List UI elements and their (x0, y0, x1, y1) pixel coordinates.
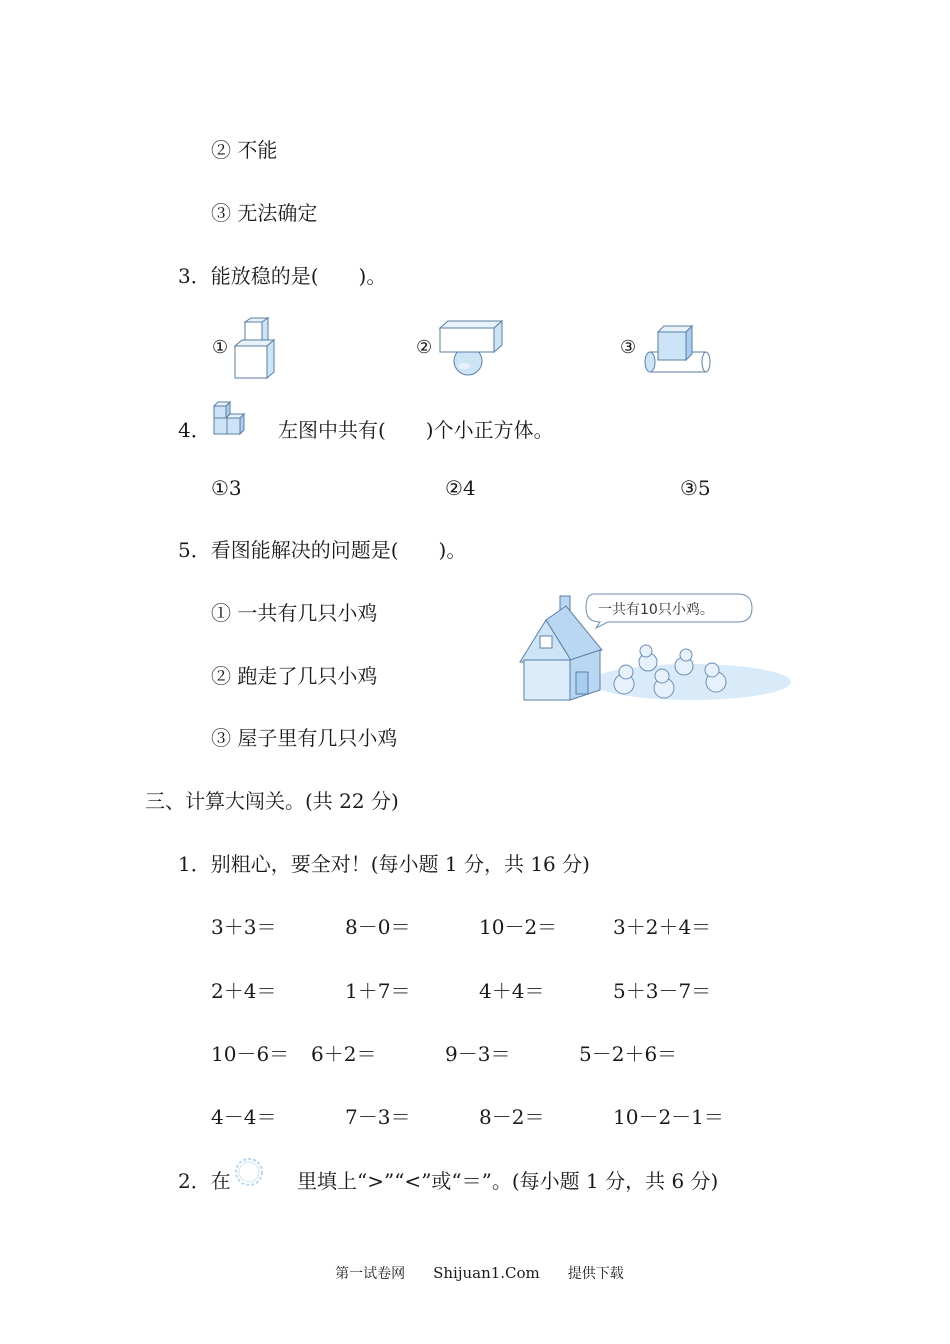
q2-option-2: ② 不能 (211, 138, 278, 162)
q2-option-3: ③ 无法确定 (211, 201, 318, 225)
stacked-cuboids-figure (230, 316, 278, 382)
calc-r2c1: 2＋4＝ (211, 979, 277, 1003)
q5-option-2: ② 跑走了几只小鸡 (211, 664, 378, 688)
small-cubes-figure (212, 400, 248, 438)
cube-on-cylinder-figure (640, 322, 712, 378)
answer-circle-icon (232, 1155, 266, 1189)
calc-r1c3: 10－2＝ (479, 915, 558, 939)
q5-option-1: ① 一共有几只小鸡 (211, 601, 378, 625)
cuboid-on-ball-figure (434, 318, 506, 380)
section3-sub1: 1．别粗心，要全对！(每小题 1 分，共 16 分) (178, 852, 590, 876)
calc-r2c4: 5＋3－7＝ (613, 979, 712, 1003)
calc-r3c2: 6＋2＝ (311, 1042, 377, 1066)
calc-r4c4: 10－2－1＝ (613, 1105, 724, 1129)
calc-r2c2: 1＋7＝ (345, 979, 411, 1003)
speech-bubble-text: 一共有10只小鸡。 (598, 602, 714, 618)
q4-option-1: ①3 (211, 476, 242, 500)
calc-r3c1: 10－6＝ (211, 1042, 290, 1066)
footer-tail: 提供下载 (567, 1266, 624, 1282)
q4-option-3: ③5 (680, 476, 711, 500)
footer-site-cn: 第一试卷网 (335, 1266, 406, 1282)
q4-option-2: ②4 (445, 476, 476, 500)
calc-r4c2: 7－3＝ (345, 1105, 411, 1129)
q3-label-3: ③ (620, 337, 637, 358)
calc-r4c3: 8－2＝ (479, 1105, 545, 1129)
q4-stem: 左图中共有( )个小正方体。 (278, 418, 554, 442)
q3-stem: 3．能放稳的是( )。 (178, 264, 387, 288)
calc-r1c1: 3＋3＝ (211, 915, 277, 939)
calc-r1c2: 8－0＝ (345, 915, 411, 939)
calc-r3c3: 9－3＝ (445, 1042, 511, 1066)
q3-label-2: ② (416, 337, 433, 358)
calc-r2c3: 4＋4＝ (479, 979, 545, 1003)
page-footer (0, 1246, 950, 1283)
section3-sub2-prefix: 2．在 (178, 1169, 231, 1193)
section3-title: 三、计算大闯关。(共 22 分) (145, 789, 399, 813)
section3-sub2-text: 里填上“>”“<”或“＝”。(每小题 1 分，共 6 分) (297, 1169, 719, 1193)
house-and-chicks-illustration (516, 590, 796, 708)
q3-label-1: ① (212, 337, 229, 358)
calc-r3c4: 5－2＋6＝ (579, 1042, 678, 1066)
q5-option-3: ③ 屋子里有几只小鸡 (211, 726, 398, 750)
calc-r1c4: 3＋2＋4＝ (613, 915, 712, 939)
footer-site-en: Shijuan1.Com (433, 1264, 540, 1282)
q4-number: 4． (178, 418, 211, 442)
q5-stem: 5．看图能解决的问题是( )。 (178, 538, 467, 562)
calc-r4c1: 4－4＝ (211, 1105, 277, 1129)
